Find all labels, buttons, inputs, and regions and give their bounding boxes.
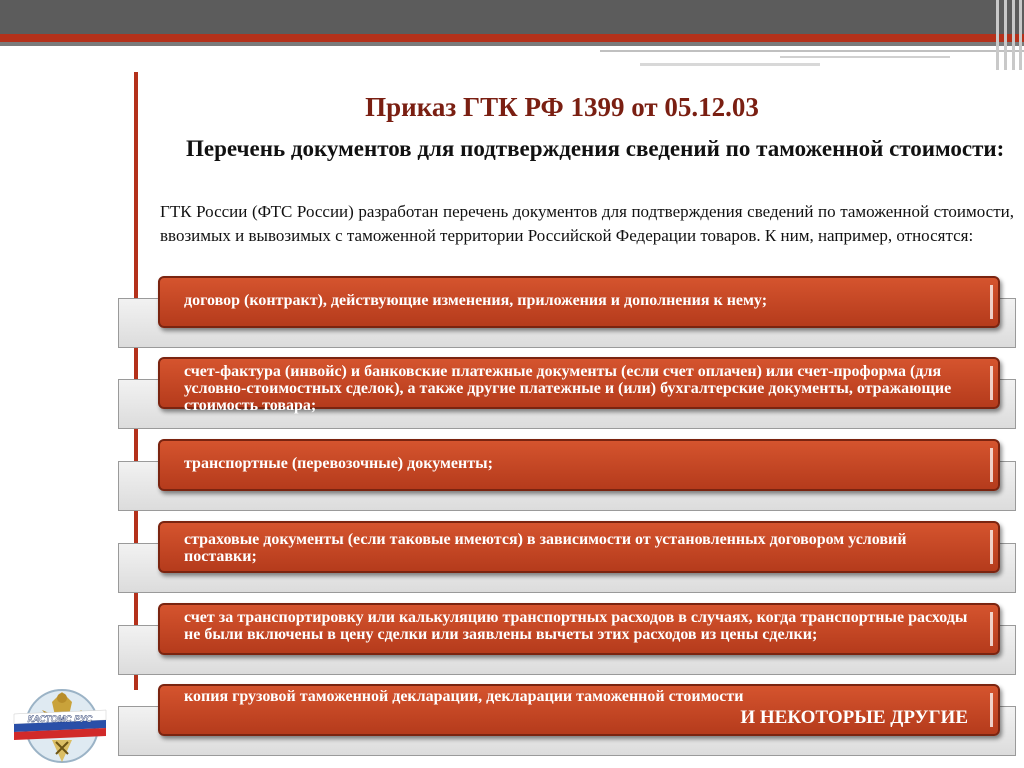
decor-vertical-line (1004, 0, 1007, 70)
list-item-text: счет-фактура (инвойс) и банковские платежные документы (если счет оплачен) или счет-проформа (для условно-стоимостных сделок), а также другие платежные и (или) бухгалтерские документы, отражающие стоимость товара; (184, 363, 952, 414)
slide-title: Приказ ГТК РФ 1399 от 05.12.03 (365, 92, 759, 122)
top-accent-stripe (0, 34, 1024, 42)
top-header-bar (0, 0, 1024, 34)
list-item-text: договор (контракт), действующие изменения, приложения и дополнения к нему; (184, 292, 768, 309)
decor-line (640, 63, 820, 66)
list-item-box (158, 439, 1000, 491)
slide-subtitle: Перечень документов для подтверждения сведений по таможенной стоимости: (186, 136, 1005, 161)
list-item (118, 603, 1016, 675)
list-item-text: счет за транспортировку или калькуляцию транспортных расходов в случаях, когда транспортные расходы не были включены в цену сделки или заявлены вычеты этих расходов из цены сделки; (184, 609, 968, 643)
list-item-box (158, 684, 1000, 736)
list-item-text: копия грузовой таможенной декларации, декларации таможенной стоимости (184, 688, 744, 705)
list-item (118, 684, 1016, 756)
list-item-box (158, 276, 1000, 328)
decor-line (780, 56, 950, 58)
list-item (118, 439, 1016, 511)
decor-vertical-line (996, 0, 999, 70)
decor-vertical-line (1019, 0, 1022, 70)
list-item-box (158, 603, 1000, 655)
top-shadow-stripe (0, 42, 1024, 46)
list-item-text: транспортные (перевозочные) документы; (184, 455, 493, 472)
list-item-box (158, 521, 1000, 573)
customs-rus-logo-icon (12, 680, 108, 768)
intro-paragraph: ГТК России (ФТС России) разработан перечень документов для подтверждения сведений по таможенной стоимости, ввозимых и вывозимых с таможенной территории Российской Федерации товаров. К ним, например, относятся: (160, 202, 1014, 245)
list-item-box (158, 357, 1000, 414)
decor-vertical-line (1012, 0, 1015, 70)
list-item (118, 276, 1016, 348)
list-item (118, 521, 1016, 593)
logo-text: КАСТОМС РУС (27, 714, 93, 724)
list-item-text: страховые документы (если таковые имеются) в зависимости от установленных договором условий поставки; (184, 531, 907, 565)
decor-line (600, 50, 1024, 52)
and-others-label: И НЕКОТОРЫЕ ДРУГИЕ (740, 707, 968, 728)
list-item (118, 357, 1016, 429)
